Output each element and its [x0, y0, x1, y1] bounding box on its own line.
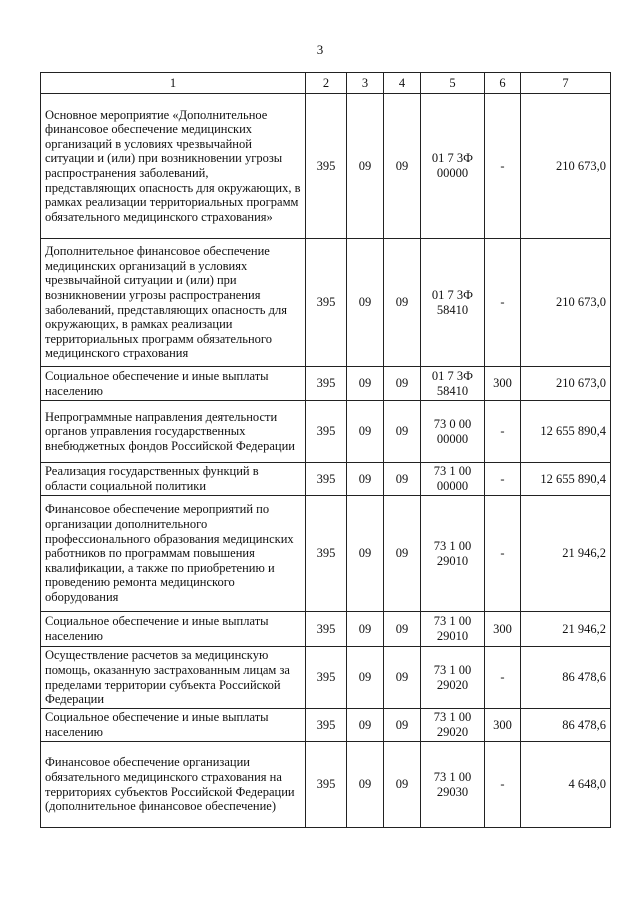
expense-type-cell: 300 [485, 709, 521, 742]
section-code-cell: 09 [347, 496, 384, 612]
expense-type-cell: - [485, 94, 521, 239]
budget-table [40, 72, 611, 828]
target-article-line-1: 73 0 00 [433, 416, 472, 431]
target-article-line-2: 00000 [436, 166, 469, 180]
row-name-cell: Реализация государственных функций в области социальной политики [41, 463, 306, 496]
target-article-line-1: 73 1 00 [433, 538, 472, 553]
section-code-cell: 09 [347, 239, 384, 367]
table-body [41, 94, 611, 828]
target-article-cell [421, 742, 485, 828]
target-article-cell [421, 612, 485, 647]
subsection-code-cell: 09 [384, 612, 421, 647]
header-cell: 1 [41, 73, 306, 94]
row-name-cell: Осуществление расчетов за медицинскую помощь, оказанную застрахованным лицам за пределами территории субъекта Российской Федерации [41, 647, 306, 709]
subsection-code-cell: 09 [384, 94, 421, 239]
grbs-code-cell: 395 [306, 239, 347, 367]
target-article-line-1: 01 7 3Ф [431, 368, 474, 383]
subsection-code-cell: 09 [384, 463, 421, 496]
target-article-cell [421, 463, 485, 496]
target-article-cell [421, 401, 485, 463]
grbs-code-cell: 395 [306, 94, 347, 239]
expense-type-cell: - [485, 463, 521, 496]
amount-cell: 86 478,6 [521, 709, 611, 742]
target-article-line-2: 58410 [436, 383, 469, 398]
amount-cell: 21 946,2 [521, 496, 611, 612]
subsection-code-cell: 09 [384, 367, 421, 401]
target-article-line-2: 00000 [436, 479, 469, 493]
row-name-cell: Социальное обеспечение и иные выплаты населению [41, 612, 306, 647]
grbs-code-cell: 395 [306, 463, 347, 496]
header-cell: 3 [347, 73, 384, 94]
expense-type-cell: - [485, 496, 521, 612]
row-name-cell: Финансовое обеспечение мероприятий по организации дополнительного профессионального образования медицинских работников по программам повышения квалификации, а также по приобретению и проведению ремонта медицинского оборудования [41, 496, 306, 612]
subsection-code-cell: 09 [384, 742, 421, 828]
grbs-code-cell: 395 [306, 709, 347, 742]
subsection-code-cell: 09 [384, 709, 421, 742]
section-code-cell: 09 [347, 709, 384, 742]
target-article-cell [421, 496, 485, 612]
subsection-code-cell: 09 [384, 239, 421, 367]
table-row [41, 612, 611, 647]
target-article-cell [421, 709, 485, 742]
amount-cell: 210 673,0 [521, 239, 611, 367]
grbs-code-cell: 395 [306, 401, 347, 463]
expense-type-cell: - [485, 742, 521, 828]
grbs-code-cell: 395 [306, 496, 347, 612]
target-article-line-2: 29020 [436, 725, 469, 739]
target-article-line-2: 58410 [436, 302, 469, 317]
expense-type-cell: 300 [485, 367, 521, 401]
target-article-cell [421, 367, 485, 401]
subsection-code-cell: 09 [384, 401, 421, 463]
section-code-cell: 09 [347, 94, 384, 239]
target-article-line-1: 01 7 3Ф [431, 151, 474, 165]
target-article-cell [421, 239, 485, 367]
header-cell: 5 [421, 73, 485, 94]
table-row [41, 709, 611, 742]
amount-cell: 4 648,0 [521, 742, 611, 828]
amount-cell: 86 478,6 [521, 647, 611, 709]
expense-type-cell: - [485, 647, 521, 709]
grbs-code-cell: 395 [306, 742, 347, 828]
page-number: 3 [316, 42, 324, 57]
table-row [41, 94, 611, 239]
amount-cell: 210 673,0 [521, 94, 611, 239]
row-name-cell: Непрограммные направления деятельности органов управления государственных внебюджетных фондов Российской Федерации [41, 401, 306, 463]
target-article-line-1: 73 1 00 [433, 464, 472, 478]
section-code-cell: 09 [347, 647, 384, 709]
target-article-line-1: 73 1 00 [433, 662, 472, 677]
row-name-cell: Финансовое обеспечение организации обязательного медицинского страхования на территориях субъектов Российской Федерации (дополнительное финансовое обеспечение) [41, 742, 306, 828]
header-cell: 2 [306, 73, 347, 94]
subsection-code-cell: 09 [384, 647, 421, 709]
section-code-cell: 09 [347, 367, 384, 401]
grbs-code-cell: 395 [306, 367, 347, 401]
target-article-line-1: 73 1 00 [433, 614, 472, 628]
table-row [41, 367, 611, 401]
table-row [41, 463, 611, 496]
target-article-line-2: 29020 [436, 677, 469, 692]
amount-cell: 12 655 890,4 [521, 401, 611, 463]
target-article-line-2: 00000 [436, 431, 469, 446]
table-row [41, 496, 611, 612]
section-code-cell: 09 [347, 463, 384, 496]
expense-type-cell: 300 [485, 612, 521, 647]
header-row [41, 73, 611, 94]
target-article-line-1: 01 7 3Ф [431, 287, 474, 302]
amount-cell: 21 946,2 [521, 612, 611, 647]
amount-cell: 12 655 890,4 [521, 463, 611, 496]
expense-type-cell: - [485, 239, 521, 367]
row-name-cell: Основное мероприятие «Дополнительное финансовое обеспечение медицинских организаций в условиях чрезвычайной ситуации и (или) при возникновении угрозы распространения заболеваний, представляющих опасность для окружающих, в рамках реализации территориальных программ обязательного медицинского страхования» [41, 94, 306, 239]
row-name-cell: Социальное обеспечение и иные выплаты населению [41, 709, 306, 742]
grbs-code-cell: 395 [306, 647, 347, 709]
row-name-cell: Дополнительное финансовое обеспечение медицинских организаций в условиях чрезвычайной ситуации и (или) при возникновении угрозы распространения заболеваний, представляющих опасность для окружающих, в рамках реализации территориальных программ обязательного медицинского страхования [41, 239, 306, 367]
target-article-cell [421, 647, 485, 709]
header-cell: 6 [485, 73, 521, 94]
table-row [41, 401, 611, 463]
section-code-cell: 09 [347, 742, 384, 828]
table-row [41, 239, 611, 367]
section-code-cell: 09 [347, 401, 384, 463]
target-article-line-2: 29010 [436, 553, 469, 568]
target-article-line-2: 29010 [436, 629, 469, 643]
header-cell: 7 [521, 73, 611, 94]
target-article-cell [421, 94, 485, 239]
amount-cell: 210 673,0 [521, 367, 611, 401]
grbs-code-cell: 395 [306, 612, 347, 647]
target-article-line-2: 29030 [436, 784, 469, 799]
target-article-line-1: 73 1 00 [433, 710, 472, 724]
subsection-code-cell: 09 [384, 496, 421, 612]
row-name-cell: Социальное обеспечение и иные выплаты населению [41, 367, 306, 401]
expense-type-cell: - [485, 401, 521, 463]
target-article-line-1: 73 1 00 [433, 769, 472, 784]
header-cell: 4 [384, 73, 421, 94]
section-code-cell: 09 [347, 612, 384, 647]
table-row [41, 742, 611, 828]
table-row [41, 647, 611, 709]
